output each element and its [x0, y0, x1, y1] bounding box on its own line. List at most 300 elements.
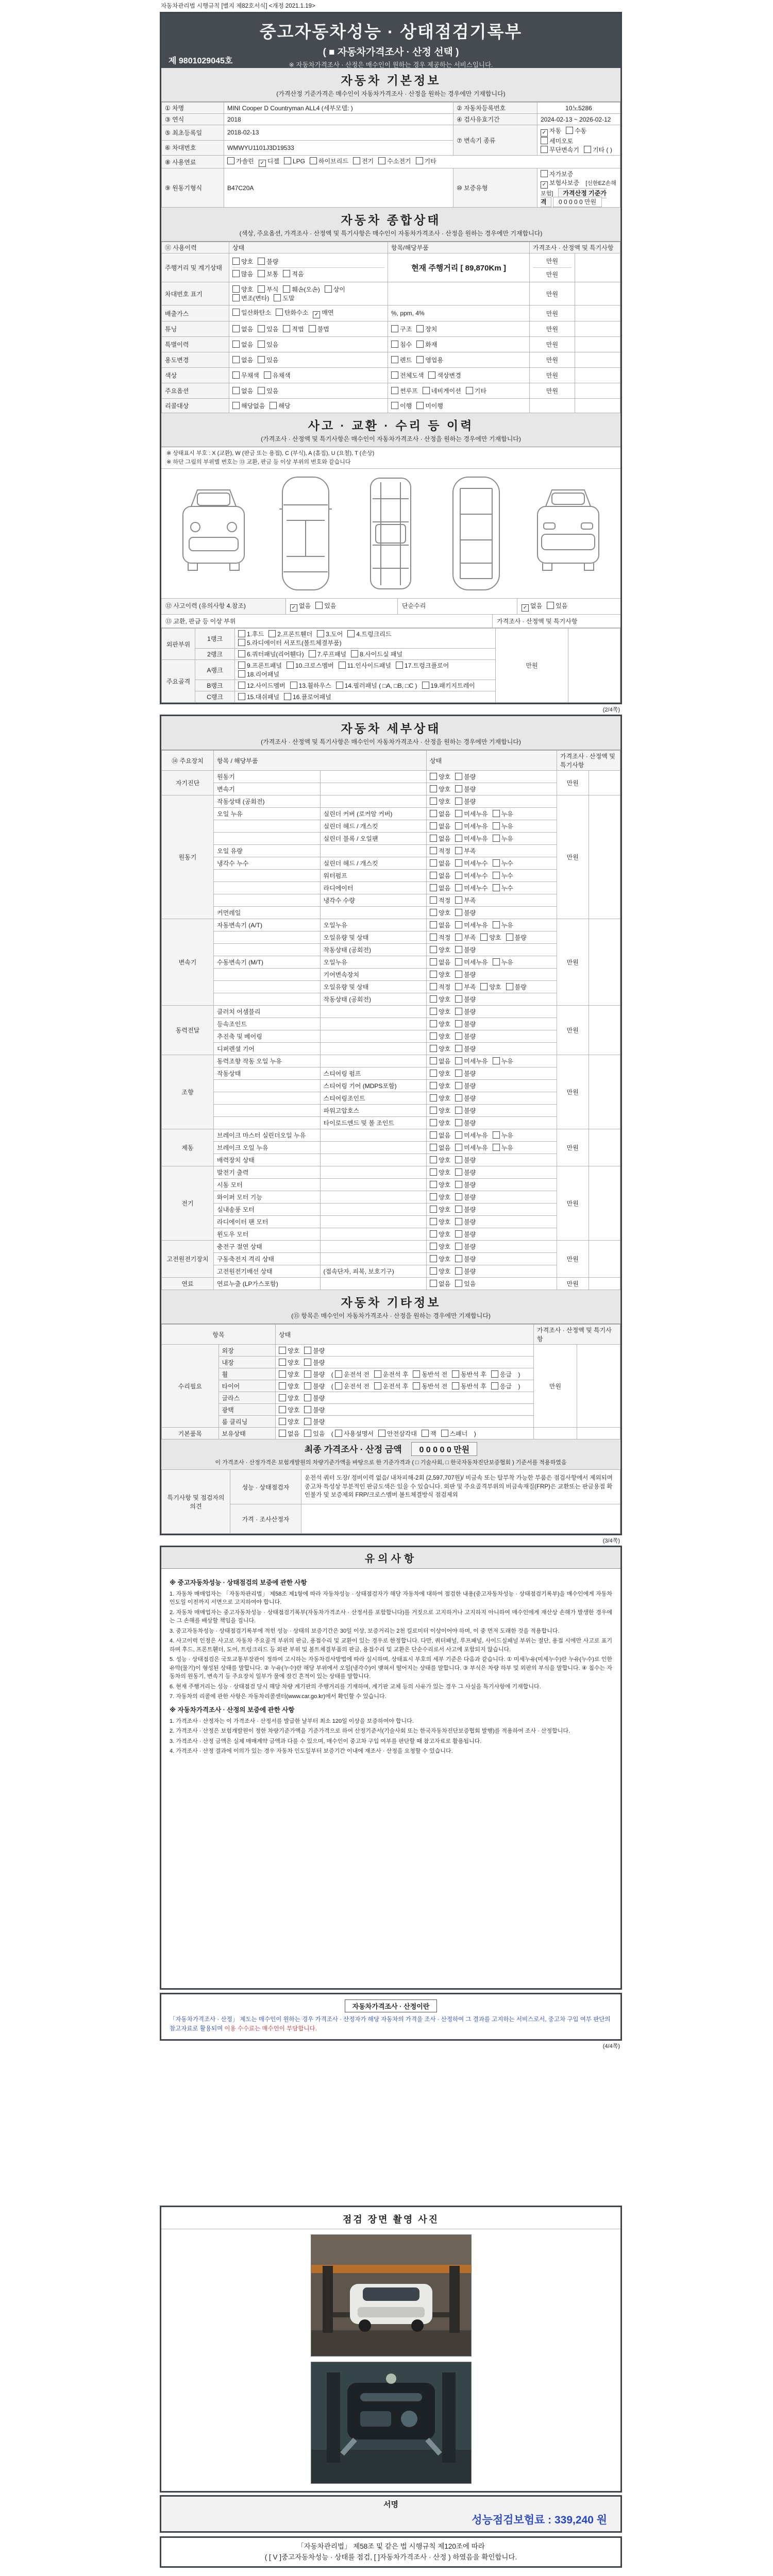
- option-9.프론트패널[interactable]: 9.프론트패널: [238, 661, 282, 670]
- checkbox[interactable]: [416, 157, 423, 164]
- option-누수[interactable]: 누수: [493, 859, 513, 868]
- checkbox[interactable]: [430, 1280, 437, 1287]
- option-있음[interactable]: 있음: [455, 1279, 476, 1288]
- option-없음[interactable]: 없음: [430, 859, 450, 868]
- checkbox[interactable]: [455, 884, 462, 891]
- checkbox[interactable]: [279, 1394, 286, 1401]
- option-미세누유[interactable]: 미세누유: [455, 834, 488, 843]
- checkbox[interactable]: [455, 1267, 462, 1275]
- option-양호[interactable]: 양호: [279, 1417, 299, 1426]
- option-사용설명서[interactable]: 사용설명서: [335, 1429, 374, 1438]
- checkbox[interactable]: [455, 1243, 462, 1250]
- checkbox[interactable]: [466, 387, 473, 394]
- option-있음[interactable]: 있음: [258, 325, 278, 333]
- option-불량[interactable]: 불량: [455, 945, 476, 954]
- checkbox[interactable]: [258, 387, 265, 394]
- checkbox[interactable]: [258, 341, 265, 348]
- checkbox[interactable]: [416, 325, 424, 332]
- checkbox[interactable]: [430, 884, 437, 891]
- option-불량[interactable]: 불량: [455, 1118, 476, 1127]
- checkbox[interactable]: ✓: [541, 129, 548, 137]
- checkbox[interactable]: [264, 371, 271, 379]
- option-양호[interactable]: 양호: [279, 1405, 299, 1414]
- checkbox[interactable]: [423, 387, 430, 394]
- checkbox[interactable]: [430, 859, 437, 867]
- checkbox[interactable]: [455, 785, 462, 792]
- checkbox[interactable]: [391, 356, 398, 363]
- option-스패너[interactable]: 스패너: [441, 1429, 468, 1438]
- checkbox[interactable]: [455, 835, 462, 842]
- checkbox[interactable]: [493, 1131, 500, 1139]
- option-불량[interactable]: 불량: [455, 1255, 476, 1263]
- option-1.후드[interactable]: 1.후드: [238, 630, 264, 638]
- option-없음[interactable]: 없음: [430, 1057, 450, 1065]
- checkbox[interactable]: [279, 1382, 286, 1389]
- checkbox[interactable]: [422, 682, 429, 689]
- checkbox[interactable]: ✓: [522, 604, 529, 612]
- checkbox[interactable]: [541, 146, 548, 153]
- option-매연[interactable]: ✓ 매연: [313, 308, 333, 318]
- checkbox[interactable]: [455, 958, 462, 965]
- option-4.트렁크리드[interactable]: 4.트렁크리드: [347, 630, 391, 638]
- option-무단변속기[interactable]: 무단변속기: [541, 145, 579, 154]
- option-없음[interactable]: 없음: [430, 1131, 450, 1140]
- option-있음[interactable]: 있음: [304, 1429, 325, 1438]
- checkbox[interactable]: [396, 662, 403, 669]
- checkbox[interactable]: [258, 325, 265, 332]
- checkbox[interactable]: [304, 1418, 311, 1425]
- checkbox[interactable]: [455, 1280, 462, 1287]
- checkbox[interactable]: [430, 983, 437, 990]
- checkbox[interactable]: [455, 1045, 462, 1052]
- checkbox[interactable]: [279, 1418, 286, 1425]
- checkbox[interactable]: [413, 1370, 420, 1378]
- option-양호[interactable]: 양호: [279, 1370, 299, 1379]
- checkbox[interactable]: [493, 884, 500, 891]
- option-많음[interactable]: 많음: [232, 269, 253, 278]
- option-화재[interactable]: 화재: [416, 340, 437, 349]
- checkbox[interactable]: [455, 1107, 462, 1114]
- checkbox[interactable]: [422, 1430, 429, 1437]
- option-8.사이드실 패널[interactable]: 8.사이드실 패널: [351, 650, 402, 658]
- checkbox[interactable]: [455, 810, 462, 817]
- option-유채색[interactable]: 유채색: [264, 371, 291, 380]
- option-불량[interactable]: 불량: [455, 1205, 476, 1214]
- checkbox[interactable]: [268, 630, 276, 637]
- option-양호[interactable]: 양호: [430, 995, 450, 1004]
- checkbox[interactable]: [455, 1057, 462, 1064]
- checkbox[interactable]: [430, 1218, 437, 1225]
- checkbox[interactable]: [430, 1156, 437, 1163]
- option-불량[interactable]: 불량: [258, 257, 278, 266]
- option-없음[interactable]: 없음: [430, 871, 450, 880]
- option-있음[interactable]: 있음: [258, 340, 278, 349]
- checkbox[interactable]: [455, 1230, 462, 1238]
- checkbox[interactable]: ✓: [541, 181, 548, 189]
- option-미세누수[interactable]: 미세누수: [455, 884, 488, 892]
- option-없음[interactable]: 없음: [232, 340, 253, 349]
- option-부족[interactable]: 부족: [455, 846, 476, 855]
- option-15.대쉬패널[interactable]: 15.대쉬패널: [238, 692, 279, 701]
- option-훼손(오손)[interactable]: 훼손(오손): [283, 285, 320, 294]
- option-자가보증[interactable]: 자가보증: [541, 170, 573, 178]
- checkbox[interactable]: [304, 1430, 311, 1437]
- option-누수[interactable]: 누수: [493, 871, 513, 880]
- checkbox[interactable]: [232, 294, 240, 301]
- option-침수[interactable]: 침수: [391, 340, 412, 349]
- option-양호[interactable]: 양호: [430, 945, 450, 954]
- option-불량[interactable]: 불량: [304, 1346, 325, 1355]
- checkbox[interactable]: [232, 309, 240, 316]
- checkbox[interactable]: [455, 1156, 462, 1163]
- option-썬루프[interactable]: 썬루프: [391, 386, 418, 395]
- checkbox[interactable]: [455, 921, 462, 928]
- option-잭[interactable]: 잭: [422, 1429, 436, 1438]
- option-없음[interactable]: ✓ 없음: [522, 601, 542, 612]
- checkbox[interactable]: [274, 294, 281, 301]
- option-불량[interactable]: 불량: [455, 1081, 476, 1090]
- option-양호[interactable]: 양호: [430, 1255, 450, 1263]
- checkbox[interactable]: [430, 1243, 437, 1250]
- option-양호[interactable]: 양호: [430, 772, 450, 781]
- checkbox[interactable]: [430, 1144, 437, 1151]
- option-불량[interactable]: 불량: [455, 1217, 476, 1226]
- option-동반석 전[interactable]: 동반석 전: [413, 1370, 447, 1379]
- checkbox[interactable]: [541, 170, 548, 177]
- checkbox[interactable]: [455, 872, 462, 879]
- checkbox[interactable]: [566, 127, 573, 134]
- checkbox[interactable]: [430, 773, 437, 780]
- option-부족[interactable]: 부족: [455, 933, 476, 942]
- checkbox[interactable]: [430, 971, 437, 978]
- option-운전석 후[interactable]: 운전석 후: [374, 1370, 409, 1379]
- checkbox[interactable]: [335, 1370, 342, 1378]
- option-양호[interactable]: 양호: [430, 1081, 450, 1090]
- option-누유[interactable]: 누유: [493, 1143, 513, 1152]
- checkbox[interactable]: [455, 1168, 462, 1176]
- option-양호[interactable]: 양호: [430, 1193, 450, 1201]
- checkbox[interactable]: [493, 958, 500, 965]
- option-양호[interactable]: 양호: [430, 1217, 450, 1226]
- checkbox[interactable]: [455, 1082, 462, 1089]
- checkbox[interactable]: [238, 693, 245, 700]
- option-누유[interactable]: 누유: [493, 822, 513, 831]
- checkbox[interactable]: [455, 859, 462, 867]
- option-6.쿼터패널(리어휀다)[interactable]: 6.쿼터패널(리어휀다): [238, 650, 304, 658]
- checkbox[interactable]: [283, 270, 290, 277]
- option-양호[interactable]: 양호: [430, 1242, 450, 1251]
- checkbox[interactable]: [391, 341, 398, 348]
- checkbox[interactable]: [584, 146, 591, 153]
- checkbox[interactable]: [455, 1144, 462, 1151]
- option-3.도어[interactable]: 3.도어: [317, 630, 343, 638]
- checkbox[interactable]: [336, 682, 343, 689]
- option-응급[interactable]: 응급: [491, 1370, 512, 1379]
- option-16.플로어패널[interactable]: 16.플로어패널: [284, 692, 331, 701]
- checkbox[interactable]: [391, 325, 398, 332]
- checkbox[interactable]: [455, 1131, 462, 1139]
- option-자동[interactable]: ✓ 자동: [541, 126, 561, 137]
- option-양호[interactable]: 양호: [430, 797, 450, 806]
- checkbox[interactable]: [232, 285, 240, 293]
- option-색상변경[interactable]: 색상변경: [428, 371, 461, 380]
- checkbox[interactable]: [335, 1382, 342, 1389]
- checkbox[interactable]: [493, 835, 500, 842]
- checkbox[interactable]: [325, 285, 332, 293]
- checkbox[interactable]: [258, 258, 265, 265]
- option-불량[interactable]: 불량: [506, 933, 527, 942]
- checkbox[interactable]: [430, 1082, 437, 1089]
- checkbox[interactable]: [430, 909, 437, 916]
- option-누유[interactable]: 누유: [493, 958, 513, 967]
- option-일산화탄소[interactable]: 일산화탄소: [232, 308, 271, 317]
- option-있음[interactable]: 있음: [258, 355, 278, 364]
- option-양호[interactable]: 양호: [430, 970, 450, 979]
- checkbox[interactable]: [430, 1206, 437, 1213]
- checkbox[interactable]: [430, 1119, 437, 1126]
- checkbox[interactable]: [232, 356, 240, 363]
- checkbox[interactable]: [452, 1370, 459, 1378]
- option-누유[interactable]: 누유: [493, 809, 513, 818]
- option-수소전기[interactable]: 수소전기: [378, 157, 411, 165]
- option-불량[interactable]: 불량: [455, 1032, 476, 1041]
- option-기타 ( )[interactable]: 기타 ( ): [584, 145, 612, 154]
- checkbox[interactable]: [430, 934, 437, 941]
- checkbox[interactable]: [506, 983, 513, 990]
- option-불량[interactable]: 불량: [455, 1267, 476, 1276]
- option-없음[interactable]: 없음: [232, 325, 253, 333]
- checkbox[interactable]: [430, 1181, 437, 1188]
- checkbox[interactable]: [455, 1255, 462, 1262]
- checkbox[interactable]: [335, 1430, 342, 1437]
- checkbox[interactable]: [455, 971, 462, 978]
- checkbox[interactable]: [430, 785, 437, 792]
- option-불량[interactable]: 불량: [304, 1358, 325, 1367]
- checkbox[interactable]: [493, 859, 500, 867]
- checkbox[interactable]: [304, 1406, 311, 1413]
- checkbox[interactable]: [317, 630, 324, 637]
- option-있음[interactable]: 있음: [315, 601, 336, 610]
- checkbox[interactable]: [232, 341, 240, 348]
- option-부식[interactable]: 부식: [258, 285, 278, 294]
- checkbox[interactable]: [232, 371, 240, 379]
- option-2.프론트휀더[interactable]: 2.프론트휀더: [268, 630, 312, 638]
- option-하이브리드[interactable]: 하이브리드: [310, 157, 348, 165]
- checkbox[interactable]: [430, 946, 437, 953]
- option-변조(변타)[interactable]: 변조(변타): [232, 294, 269, 302]
- option-양호[interactable]: 양호: [232, 257, 253, 266]
- option-무채색[interactable]: 무채색: [232, 371, 259, 380]
- option-7.루프패널[interactable]: 7.루프패널: [309, 650, 346, 658]
- checkbox[interactable]: [238, 662, 245, 669]
- option-없음[interactable]: 없음: [430, 958, 450, 967]
- checkbox[interactable]: [413, 1382, 420, 1389]
- checkbox[interactable]: [493, 822, 500, 829]
- checkbox[interactable]: [430, 1107, 437, 1114]
- option-19.패키지트레이[interactable]: 19.패키지트레이: [422, 681, 475, 690]
- option-불량[interactable]: 불량: [455, 995, 476, 1004]
- option-양호[interactable]: 양호: [430, 908, 450, 917]
- option-불량[interactable]: 불량: [455, 1020, 476, 1028]
- option-미세누유[interactable]: 미세누유: [455, 1143, 488, 1152]
- checkbox[interactable]: [455, 995, 462, 1003]
- option-불량[interactable]: 불량: [455, 1106, 476, 1115]
- option-적정[interactable]: 적정: [430, 846, 450, 855]
- checkbox[interactable]: [378, 1430, 385, 1437]
- checkbox[interactable]: [279, 1430, 286, 1437]
- checkbox[interactable]: [455, 1119, 462, 1126]
- option-양호[interactable]: 양호: [279, 1394, 299, 1402]
- option-양호[interactable]: 양호: [430, 1180, 450, 1189]
- checkbox[interactable]: [430, 1008, 437, 1015]
- checkbox[interactable]: [430, 1070, 437, 1077]
- option-세미오토[interactable]: 세미오토: [541, 137, 573, 145]
- option-양호[interactable]: 양호: [430, 1106, 450, 1115]
- checkbox[interactable]: [347, 630, 355, 637]
- option-13.휠하우스[interactable]: 13.휠하우스: [290, 681, 331, 690]
- option-해당없음[interactable]: 해당없음: [232, 401, 265, 410]
- option-불량[interactable]: 불량: [455, 785, 476, 793]
- option-없음[interactable]: 없음: [430, 822, 450, 831]
- option-불량[interactable]: 불량: [304, 1382, 325, 1391]
- option-없음[interactable]: 없음: [430, 921, 450, 929]
- checkbox[interactable]: [455, 983, 462, 990]
- option-누유[interactable]: 누유: [493, 921, 513, 929]
- checkbox[interactable]: [493, 872, 500, 879]
- checkbox[interactable]: [339, 662, 346, 669]
- option-전체도색[interactable]: 전체도색: [391, 371, 424, 380]
- option-양호[interactable]: 양호: [430, 1020, 450, 1028]
- checkbox[interactable]: [232, 325, 240, 332]
- option-없음[interactable]: 없음: [430, 1279, 450, 1288]
- checkbox[interactable]: [304, 1382, 311, 1389]
- option-미이행[interactable]: 미이행: [416, 401, 443, 410]
- option-양호[interactable]: 양호: [430, 1168, 450, 1177]
- checkbox[interactable]: [455, 1070, 462, 1077]
- checkbox[interactable]: [374, 1370, 381, 1378]
- option-없음[interactable]: 없음: [430, 834, 450, 843]
- checkbox[interactable]: [227, 157, 234, 164]
- option-양호[interactable]: 양호: [279, 1382, 299, 1391]
- option-미세누유[interactable]: 미세누유: [455, 958, 488, 967]
- option-적정[interactable]: 적정: [430, 933, 450, 942]
- option-불량[interactable]: 불량: [455, 772, 476, 781]
- option-불량[interactable]: 불량: [304, 1370, 325, 1379]
- checkbox[interactable]: [491, 1370, 498, 1378]
- checkbox[interactable]: [493, 921, 500, 928]
- option-LPG[interactable]: LPG: [284, 157, 305, 165]
- option-양호[interactable]: 양호: [480, 982, 501, 991]
- option-없음[interactable]: 없음: [232, 386, 253, 395]
- option-누유[interactable]: 누유: [493, 1131, 513, 1140]
- option-동반석 전[interactable]: 동반석 전: [413, 1382, 447, 1391]
- option-적법[interactable]: 적법: [283, 325, 304, 333]
- checkbox[interactable]: [284, 157, 291, 164]
- option-영업용[interactable]: 영업용: [416, 355, 443, 364]
- checkbox[interactable]: [232, 387, 240, 394]
- option-누수[interactable]: 누수: [493, 884, 513, 892]
- option-불량[interactable]: 불량: [455, 1180, 476, 1189]
- option-불량[interactable]: 불량: [455, 797, 476, 806]
- option-양호[interactable]: 양호: [430, 1069, 450, 1078]
- option-양호[interactable]: 양호: [480, 933, 501, 942]
- option-불량[interactable]: 불량: [304, 1394, 325, 1402]
- option-양호[interactable]: 양호: [430, 1007, 450, 1016]
- option-12.사이드멤버[interactable]: 12.사이드멤버: [238, 681, 285, 690]
- checkbox[interactable]: [455, 1193, 462, 1200]
- option-불량[interactable]: 불량: [455, 1044, 476, 1053]
- checkbox[interactable]: [493, 1057, 500, 1064]
- checkbox[interactable]: [238, 630, 245, 637]
- checkbox[interactable]: [391, 387, 398, 394]
- option-10.크로스멤버[interactable]: 10.크로스멤버: [287, 661, 334, 670]
- checkbox[interactable]: [430, 995, 437, 1003]
- checkbox[interactable]: [430, 1020, 437, 1027]
- checkbox[interactable]: [430, 921, 437, 928]
- option-렌트[interactable]: 렌트: [391, 355, 412, 364]
- checkbox[interactable]: [232, 258, 240, 265]
- checkbox[interactable]: [258, 270, 265, 277]
- option-보험사보증[interactable]: ✓ 보험사보증: [541, 178, 579, 189]
- option-운전석 전[interactable]: 운전석 전: [335, 1370, 369, 1379]
- checkbox[interactable]: [351, 650, 358, 657]
- checkbox[interactable]: [430, 1057, 437, 1064]
- checkbox[interactable]: [287, 662, 294, 669]
- checkbox[interactable]: [428, 371, 435, 379]
- checkbox[interactable]: [232, 270, 240, 277]
- checkbox[interactable]: [283, 285, 290, 293]
- checkbox[interactable]: [279, 1406, 286, 1413]
- checkbox[interactable]: [391, 402, 398, 409]
- option-미세누유[interactable]: 미세누유: [455, 822, 488, 831]
- checkbox[interactable]: [416, 341, 424, 348]
- option-양호[interactable]: 양호: [430, 1094, 450, 1103]
- checkbox[interactable]: [430, 835, 437, 842]
- option-17.트렁크플로어[interactable]: 17.트렁크플로어: [396, 661, 449, 670]
- option-불량[interactable]: 불량: [455, 1156, 476, 1164]
- option-양호[interactable]: 양호: [430, 785, 450, 793]
- checkbox[interactable]: [430, 1255, 437, 1262]
- checkbox[interactable]: [310, 157, 317, 164]
- checkbox[interactable]: [430, 810, 437, 817]
- option-해당[interactable]: 해당: [270, 401, 290, 410]
- checkbox[interactable]: [258, 356, 265, 363]
- checkbox[interactable]: [541, 137, 548, 144]
- checkbox[interactable]: [455, 896, 462, 904]
- option-미세누유[interactable]: 미세누유: [455, 921, 488, 929]
- option-불량[interactable]: 불량: [455, 1007, 476, 1016]
- checkbox[interactable]: ✓: [290, 604, 297, 612]
- checkbox[interactable]: [304, 1347, 311, 1354]
- option-불량[interactable]: 불량: [455, 1242, 476, 1251]
- option-응급[interactable]: 응급: [491, 1382, 512, 1391]
- option-양호[interactable]: 양호: [430, 1205, 450, 1214]
- option-불량[interactable]: 불량: [304, 1417, 325, 1426]
- checkbox[interactable]: [304, 1359, 311, 1366]
- option-양호[interactable]: 양호: [279, 1346, 299, 1355]
- option-없음[interactable]: 없음: [430, 809, 450, 818]
- option-적정[interactable]: 적정: [430, 982, 450, 991]
- checkbox[interactable]: [430, 1230, 437, 1238]
- option-미세누수[interactable]: 미세누수: [455, 871, 488, 880]
- option-불법[interactable]: 불법: [309, 325, 329, 333]
- checkbox[interactable]: [455, 1032, 462, 1040]
- checkbox[interactable]: [480, 934, 488, 941]
- option-불량[interactable]: 불량: [506, 982, 527, 991]
- checkbox[interactable]: [430, 798, 437, 805]
- option-네비게이션[interactable]: 네비게이션: [423, 386, 461, 395]
- checkbox[interactable]: [290, 682, 297, 689]
